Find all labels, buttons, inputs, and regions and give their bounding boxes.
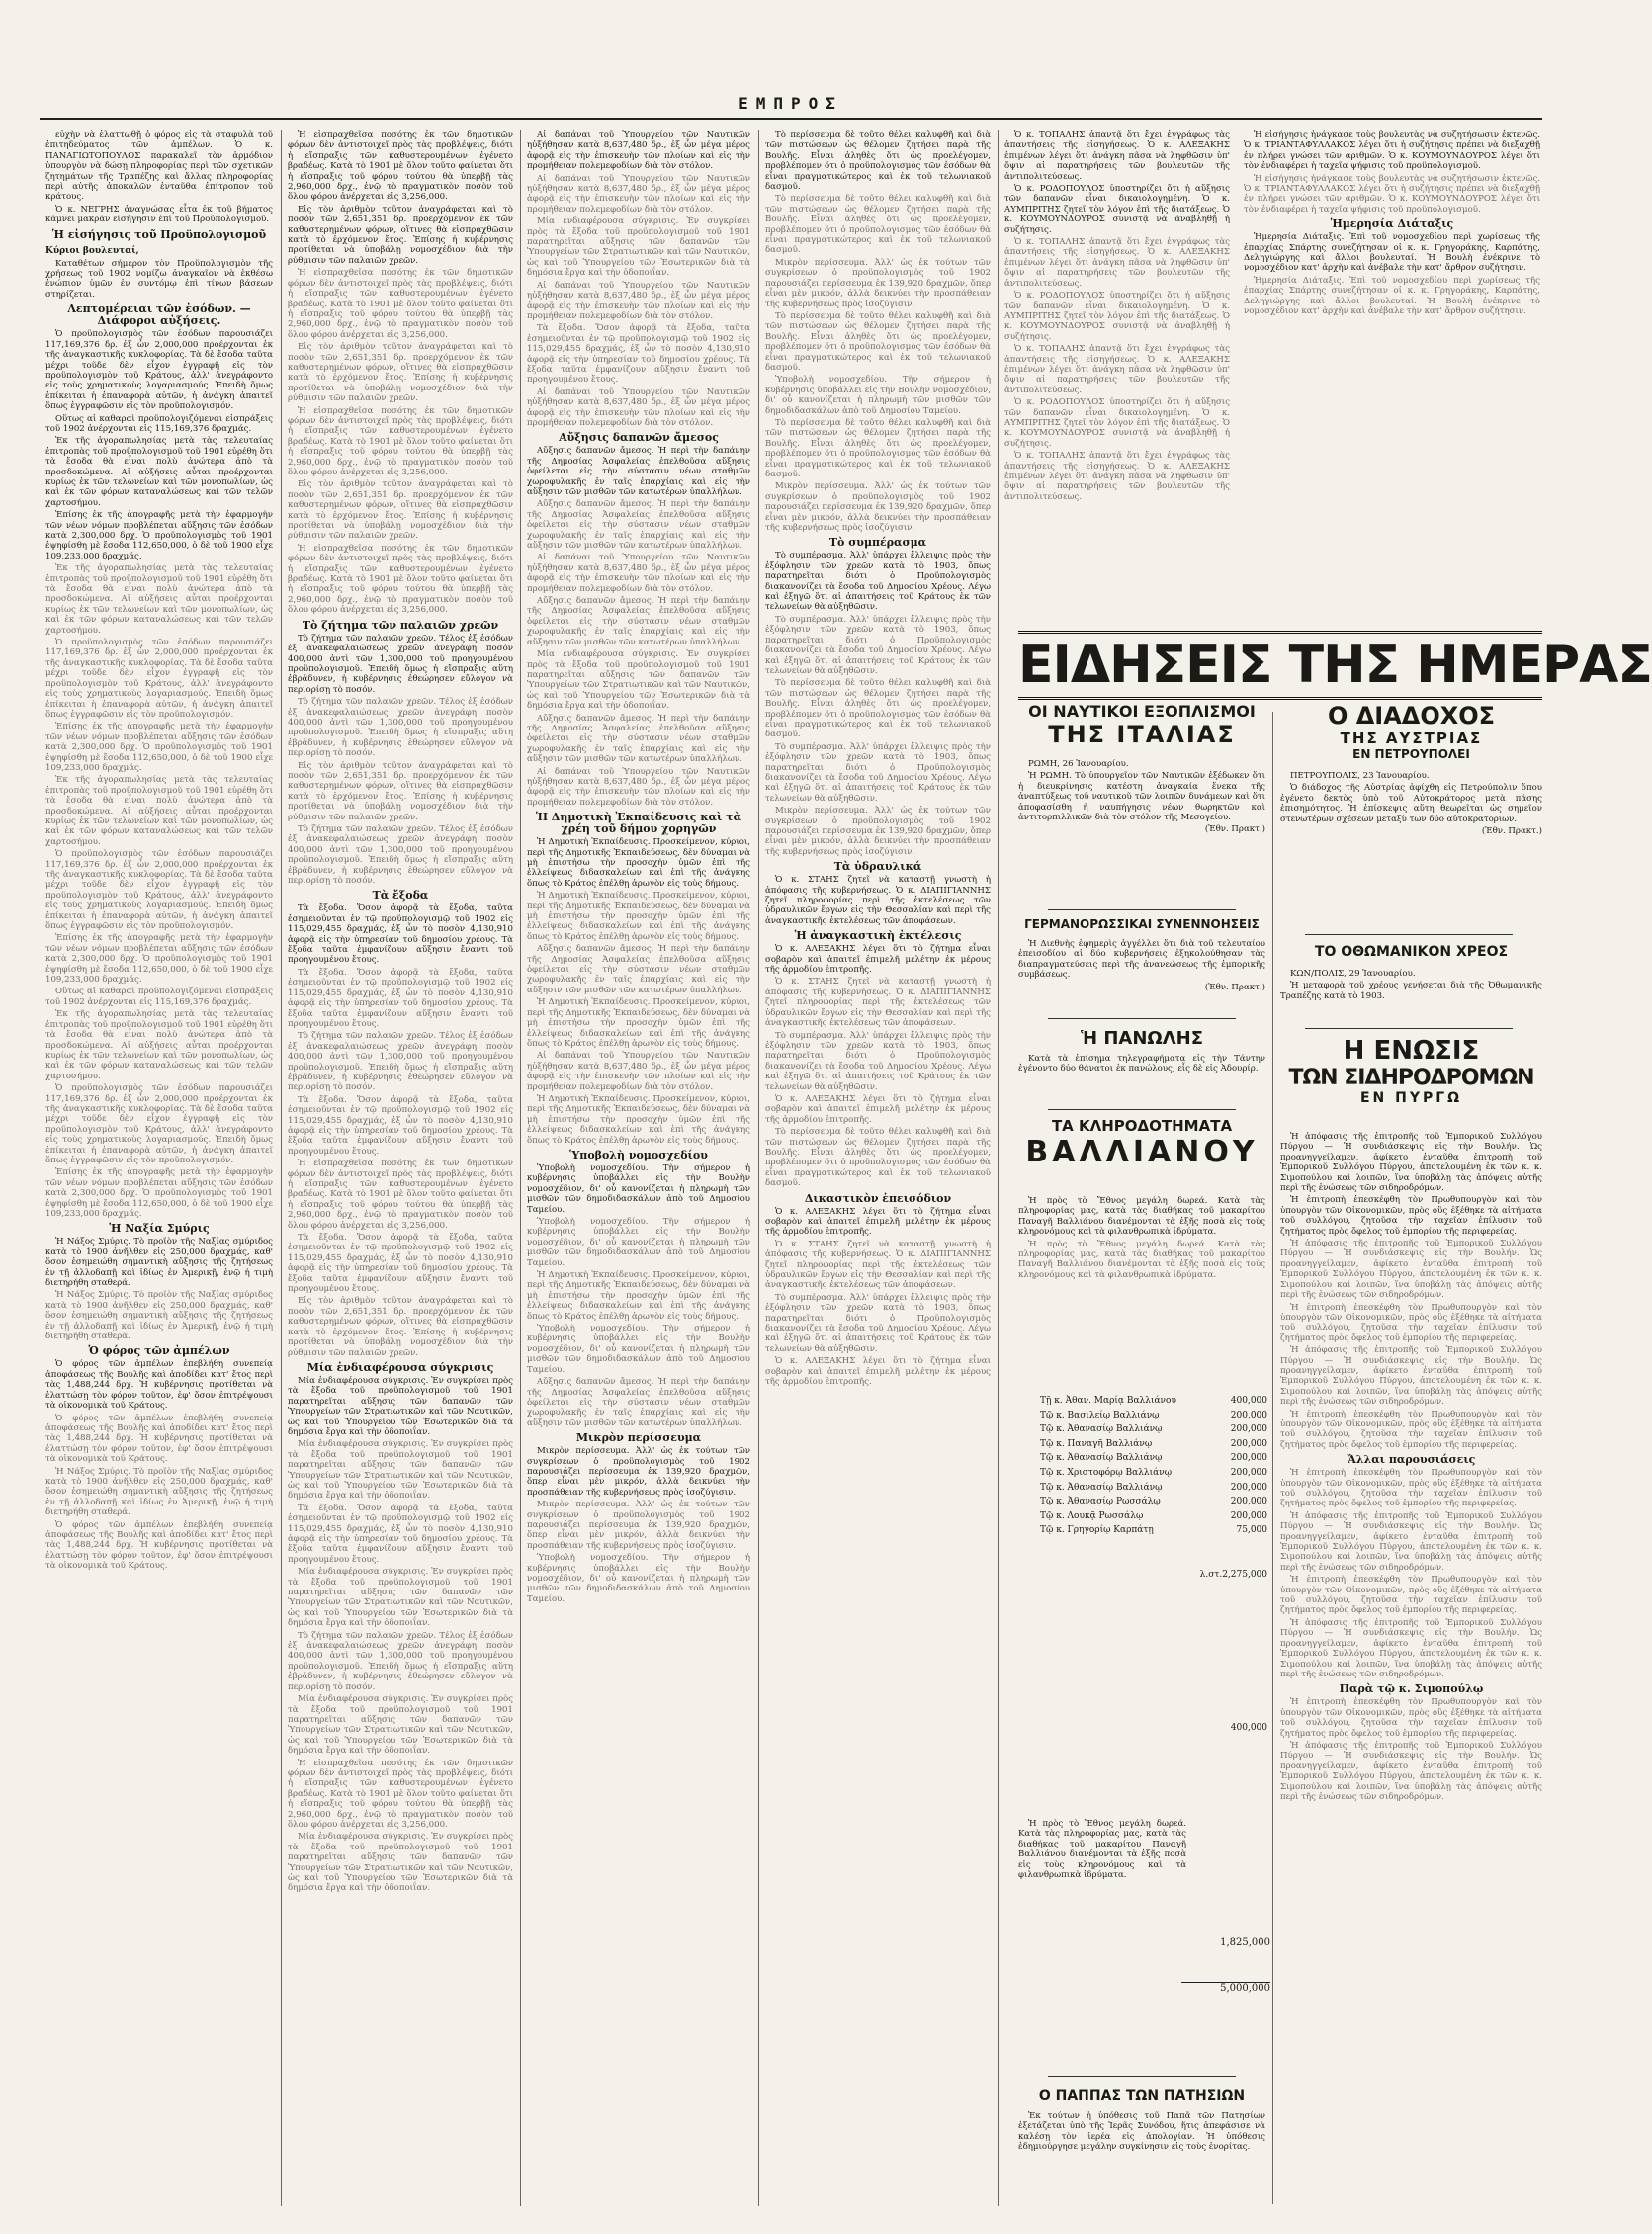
- divider: [1048, 2076, 1236, 2077]
- bequest-name: Τῷ κ. Ἀθανασίῳ Βαλλιάνῳ: [1040, 1453, 1163, 1464]
- bequest-row: [1040, 1523, 1267, 1538]
- story-body: [1280, 771, 1542, 929]
- paragraph: Ὁ κ. ΣΤΑΗΣ ζητεῖ νὰ καταστῇ γνωστὴ ἡ ἀπόφασις τῆς κυβερνήσεως. Ὁ κ. ΔΙΑΠΙΓΙΑΝΝΗΣ ζητεῖ πληροφορίας περὶ τῆς ἐκτελέσεως τῶν ὑδραυλικῶν ἔργων εἰς τὴν Θεσσαλίαν καὶ περὶ τῆς ἀναγκαστικῆς ἐκτελέσεως τῶν ἀποφάσεων.: [765, 1239, 991, 1291]
- paragraph: Μία ἐνδιαφέρουσα σύγκρισις. Ἐν συγκρίσει πρὸς τὰ ἔξοδα τοῦ προϋπολογισμοῦ τοῦ 1901 παρατηρεῖται αὔξησις τῶν δαπανῶν τῶν Ὑπουργείων τῶν Στρατιωτικῶν καὶ τῶν Ναυτικῶν, ὡς καὶ τοῦ Ὑπουργείου τῶν Ἐσωτερικῶν διὰ τὰ δημόσια ἔργα καὶ τὴν ὁδοποιΐαν.: [527, 649, 750, 712]
- story-heading: ΤΟ ΟΘΩΜΑΝΙΚΟΝ ΧΡΕΟΣ: [1314, 944, 1509, 960]
- paragraph: Τὸ ζήτημα τῶν παλαιῶν χρεῶν. Τέλος ἐξ ἐσόδων ἐξ ἀνακεφαλαιώσεως χρεῶν ἀνεγράφη ποσὸν 400,000 ἀντὶ τῶν 1,300,000 τοῦ προηγουμένου προϋπολογισμοῦ. Ἐπειδὴ ὅμως ἡ εἴσπραξις αὕτη ἐβράδυνεν, ἡ κυβέρνησις ἐθεώρησεν εὔλογον νὰ περιορίσῃ τὸ ποσόν.: [288, 1031, 513, 1093]
- paragraph: Ἡ Διεθνὴς ἐφημερὶς ἀγγέλλει ὅτι διὰ τοῦ τελευταίου ἐπεισοδίου αἱ δύο κυβερνήσεις ἐξηκολούθησαν τὰς διαπραγματεύσεις περὶ τῆς ἀνανεώσεως τῆς ἐμπορικῆς συμβάσεως.: [1018, 939, 1265, 981]
- bequest-name: Τῷ κ. Ἀθανασίῳ Βαλλιάνῳ: [1040, 1424, 1163, 1435]
- story-body: [1018, 1054, 1265, 1103]
- paragraph: Ὁ κ. ΤΟΠΑΛΗΣ ἀπαντᾷ ὅτι ἔχει ἐγγράφως τὰς ἀπαντήσεις τῆς εἰσηγήσεως. Ὁ κ. ΑΛΕΞΑΚΗΣ ἐπιμένων λέγει ὅτι ἀνάγκη πᾶσα νὰ ληφθῶσιν ὑπ' ὄψιν αἱ παρατηρήσεις τῶν βουλευτῶν τῆς ἀντιπολιτεύσεως.: [1004, 344, 1230, 395]
- bequest-row: [1040, 1394, 1267, 1409]
- paragraph: Ὑποβολὴ νομοσχεδίου. Τὴν σήμερον ἡ κυβέρνησις ὑποβάλλει εἰς τὴν Βουλὴν νομοσχέδιον, δι' οὗ κανονίζεται ἡ πληρωμὴ τῶν μισθῶν τῶν δημοδιδασκάλων ἀπὸ τοῦ Δημοσίου Ταμείου.: [527, 1217, 750, 1268]
- paragraph: Ὁ προϋπολογισμὸς τῶν ἐσόδων παρουσιάζει 117,169,376 δρ. ἐξ ὧν 2,000,000 προέρχονται ἐκ τῆς ἀναγκαστικῆς κυκλοφορίας. Τὰ δὲ ἔσοδα ταῦτα μέχρι τοῦδε δὲν εἶχον ἐγγραφῆ εἰς τὸν προϋπολογισμὸν τοῦ Κράτους, ἀλλ' ἀνεγράφοντο εἰς τοὺς χρηματικοὺς λογαριασμούς. Ἐπειδὴ ὅμως ἐπίκειται ἡ ἐπαναφορὰ αὐτῶν, ἡ ἀνάγκη ἀπαιτεῖ ὅπως ἐγγραφῶσιν εἰς τὸν προϋπολογισμόν.: [45, 849, 273, 932]
- column-2: [288, 130, 513, 2206]
- column-rule: [281, 130, 282, 2206]
- paragraph: Τὸ περίσσευμα δὲ τοῦτο θέλει καλυφθῆ καὶ διὰ τῶν πιστώσεων ὡς θέλομεν ζητήσει παρὰ τῆς Βουλῆς. Εἶναι ἀληθὲς ὅτι ὡς προελέγομεν, προβλέπομεν ὅτι ὁ προϋπολογισμὸς τῶν ἐσόδων θὰ εἶναι πραγματικώτερος καὶ ἐκ τοῦ τελωνιακοῦ δασμοῦ.: [765, 678, 991, 740]
- column-rule: [1272, 712, 1273, 2204]
- paragraph: εὐχὴν νὰ ἐλαττωθῇ ὁ φόρος εἰς τὰ σταφυλὰ τοῦ ἐπιτηδεύματος τῶν ἀμπέλων. Ὁ κ. ΠΑΝΑΓΙΩΤΟΠΟΥΛΟΣ παρακαλεῖ τὸν ἁρμόδιον ὑπουργὸν νὰ δώσῃ πληροφορίας περὶ τῶν σχετικῶν ζητημάτων τῆς Τραπέζης καὶ ἄλλας πληροφορίας περὶ αὐτῆς ἀποκαλῶν ἐνταῦθα ἐπίτροπον τοῦ κράτους.: [45, 130, 273, 203]
- bequest-amount: 200,000: [1230, 1510, 1267, 1521]
- bequest-amount: 200,000: [1230, 1467, 1267, 1478]
- bequest-row: [1040, 1495, 1267, 1509]
- bequest-name: Τῷ κ. Ἀθανασίῳ Βαλλιάνῳ: [1040, 1482, 1163, 1493]
- paragraph: Ὁ κ. ΤΟΠΑΛΗΣ ἀπαντᾷ ὅτι ἔχει ἐγγράφως τὰς ἀπαντήσεις τῆς εἰσηγήσεως. Ὁ κ. ΑΛΕΞΑΚΗΣ ἐπιμένων λέγει ὅτι ἀνάγκη πᾶσα νὰ ληφθῶσιν ὑπ' ὄψιν αἱ παρατηρήσεις τῶν βουλευτῶν τῆς ἀντιπολιτεύσεως.: [1004, 237, 1230, 289]
- paragraph: Μικρὸν περίσσευμα. Ἀλλ' ὡς ἐκ τούτων τῶν συγκρίσεων ὁ προϋπολογισμὸς τοῦ 1902 παρουσιάζει περίσσευμα ἐκ 139,920 δραχμῶν, ὅπερ εἶναι μὲν μικρόν, ἀλλὰ δεικνύει τὴν προσπάθειαν τῆς κυβερνήσεως πρὸς ἰσοζύγισιν.: [765, 481, 991, 534]
- paragraph: Ὁ κ. ΑΛΕΞΑΚΗΣ λέγει ὅτι τὸ ζήτημα εἶναι σοβαρὸν καὶ ἀπαιτεῖ ἐπιμελῆ μελέτην ἐκ μέρους τῆς ἁρμοδίου ἐπιτροπῆς.: [765, 944, 991, 976]
- section-heading: Ἡ Ναξία Σμύρις: [109, 1222, 210, 1236]
- paragraph: Ἡ πρὸς τὸ Ἔθνος μεγάλη δωρεά. Κατὰ τὰς πληροφορίας μας, κατὰ τὰς διαθήκας τοῦ μακαρίτου Παναγῆ Βαλλιάνου διανέμονται τὰ ἑξῆς ποσὰ εἰς τοὺς κληρονόμους καὶ τὰ φιλανθρωπικὰ ἱδρύματα.: [1018, 1239, 1265, 1280]
- paragraph: Τὰ ἔξοδα. Ὅσον ἀφορᾷ τὰ ἔξοδα, ταῦτα ἐσημειοῦνται ἐν τῷ προϋπολογισμῷ τοῦ 1902 εἰς 115,029,455 δραχμάς, ἐξ ὧν τὸ ποσὸν 4,130,910 ἀφορᾷ εἰς τὴν ὑπηρεσίαν τοῦ δημοσίου χρέους. Τὰ ἔξοδα ταῦτα ἐμφανίζουν αὔξησιν ἔναντι τοῦ προηγουμένου ἔτους.: [288, 1233, 513, 1295]
- column-6-top: [1244, 130, 1540, 625]
- paragraph: Ὑποβολὴ νομοσχεδίου. Τὴν σήμερον ἡ κυβέρνησις ὑποβάλλει εἰς τὴν Βουλὴν νομοσχέδιον, δι' οὗ κανονίζεται ἡ πληρωμὴ τῶν μισθῶν τῶν δημοδιδασκάλων ἀπὸ τοῦ Δημοσίου Ταμείου.: [527, 1162, 750, 1215]
- paragraph: Ἡ εἰσπραχθεῖσα ποσότης ἐκ τῶν δημοτικῶν φόρων δὲν ἀντιστοιχεῖ πρὸς τὰς προβλέψεις, διότι ἡ εἴσπραξις τῶν καθυστερουμένων ἐγένετο βραδέως. Κατὰ τὸ 1901 μὲ ὅλον τοῦτο φαίνεται ὅτι ἡ εἴσπραξις τοῦ φόρου τούτου θὰ ὑπερβῇ τὰς 2,960,000 δρχ., ἐνῷ τὸ πραγματικὸν ποσὸν τοῦ ὅλου φόρου ἀνέρχεται εἰς 3,256,000.: [288, 1159, 513, 1231]
- bequest-name: Τῷ κ. Παναγῆ Βαλλιάνῳ: [1040, 1438, 1153, 1449]
- paragraph: Τὸ ζήτημα τῶν παλαιῶν χρεῶν. Τέλος ἐξ ἐσόδων ἐξ ἀνακεφαλαιώσεως χρεῶν ἀνεγράφη ποσὸν 400,000 ἀντὶ τῶν 1,300,000 τοῦ προηγουμένου προϋπολογισμοῦ. Ἐπειδὴ ὅμως ἡ εἴσπραξις αὕτη ἐβράδυνεν, ἡ κυβέρνησις ἐθεώρησεν εὔλογον νὰ περιορίσῃ τὸ ποσόν.: [288, 824, 513, 887]
- paragraph: Αἱ δαπάναι τοῦ Ὑπουργείου τῶν Ναυτικῶν ηὐξήθησαν κατὰ 8,637,480 δρ., ἐξ ὧν μέγα μέρος ἀφορᾷ εἰς τὴν ἐπισκευὴν τῶν πλοίων καὶ εἰς τὴν προμήθειαν πολεμεφοδίων διὰ τὸν στόλον.: [527, 553, 750, 594]
- bequest-amount: 75,000: [1236, 1525, 1267, 1536]
- section-heading: Τὰ ὑδραυλικά: [833, 860, 922, 874]
- divider: [1048, 1109, 1236, 1110]
- paragraph: Ὁ κ. ΡΟΔΟΠΟΥΛΟΣ ὑποστηρίζει ὅτι ἡ αὔξησις τῶν δαπανῶν εἶναι δικαιολογημένη. Ὁ κ. ΑΥΜΠΡΙΤΗΣ ζητεῖ τὸν λόγον ἐπὶ τῆς διατάξεως. Ὁ κ. ΚΟΥΜΟΥΝΔΟΥΡΟΣ συνιστᾷ νὰ ἀναβληθῇ ἡ συζήτησις.: [1004, 397, 1230, 449]
- story-heading: [1018, 1117, 1265, 1169]
- column-rule: [998, 130, 999, 2206]
- paragraph: Αὔξησις δαπανῶν ἄμεσος. Ἡ περὶ τὴν δαπάνην τῆς Δημοσίας Ἀσφαλείας ἐπελθοῦσα αὔξησις ὀφείλεται εἰς τὴν σύστασιν νέων σταθμῶν χωροφυλακῆς ἐν ταῖς ἐπαρχίαις καὶ εἰς τὴν αὔξησιν τῶν μισθῶν τῶν κατωτέρων ὑπαλλήλων.: [527, 1377, 750, 1428]
- paragraph: Ἡ πρὸς τὸ Ἔθνος μεγάλη δωρεά. Κατὰ τὰς πληροφορίας μας, κατὰ τὰς διαθήκας τοῦ μακαρίτου Παναγῆ Βαλλιάνου διανέμονται τὰ ἑξῆς ποσὰ εἰς τοὺς κληρονόμους καὶ τὰ φιλανθρωπικὰ ἱδρύματα.: [1018, 1196, 1265, 1238]
- paragraph: Ὁ κ. ΑΛΕΞΑΚΗΣ λέγει ὅτι τὸ ζήτημα εἶναι σοβαρὸν καὶ ἀπαιτεῖ ἐπιμελῆ μελέτην ἐκ μέρους τῆς ἁρμοδίου ἐπιτροπῆς.: [765, 1093, 991, 1125]
- paragraph: Εἰς τὸν ἀριθμὸν τοῦτον ἀναγράφεται καὶ τὸ ποσὸν τῶν 2,651,351 δρ. προερχόμενον ἐκ τῶν καθυστερημένων φόρων, οἵτινες θὰ εἰσπραχθῶσιν κατὰ τὸ ἐρχόμενον ἔτος. Ἐπίσης ἡ κυβέρνησις προτίθεται νὰ ὑποβάλῃ νομοσχέδιον διὰ τὴν ρύθμισιν τῶν παλαιῶν χρεῶν.: [288, 479, 513, 542]
- bequest-name: Τῷ κ. Βασιλείῳ Βαλλιάνῳ: [1040, 1410, 1160, 1420]
- bequest-total: λ.στ.2,275,000: [1199, 1569, 1267, 1580]
- paragraph: Ὁ κ. ΡΟΔΟΠΟΥΛΟΣ ὑποστηρίζει ὅτι ἡ αὔξησις τῶν δαπανῶν εἶναι δικαιολογημένη. Ὁ κ. ΑΥΜΠΡΙΤΗΣ ζητεῖ τὸν λόγον ἐπὶ τῆς διατάξεως. Ὁ κ. ΚΟΥΜΟΥΝΔΟΥΡΟΣ συνιστᾷ νὰ ἀναβληθῇ ἡ συζήτησις.: [1004, 184, 1230, 235]
- story-body: [1018, 2111, 1265, 2204]
- paragraph: Ἡμερησία Διάταξις. Ἐπὶ τοῦ νομοσχεδίου περὶ χωρίσεως τῆς ἐπαρχίας Σπάρτης συνεζήτησαν οἱ κ. κ. Γρηγοράκης, Καρπάτης, Δεληγιώργης καὶ ἄλλοι βουλευταί. Ἡ Βουλὴ ἐνέκρινε τὸ νομοσχέδιον κατ' ἀρχὴν καὶ ἀνέβαλε τὴν κατ' ἄρθρον συζήτησιν.: [1244, 232, 1540, 274]
- dateline: ΚΩΝ/ΠΟΛΙΣ, 29 Ἰανουαρίου.: [1290, 969, 1416, 979]
- paragraph: Ὁ φόρος τῶν ἀμπέλων ἐπεβλήθη συνεπείᾳ ἀποφάσεως τῆς Βουλῆς καὶ ἀποδίδει κατ' ἔτος περὶ τὰς 1,488,244 δρχ. Ἡ κυβέρνησις προτίθεται νὰ ἐλαττώσῃ τὸν φόρον τοῦτον, ἐφ' ὅσον ἐπιτρέψουσι τὰ οἰκονομικὰ τοῦ Κράτους.: [45, 1519, 273, 1572]
- bequest-row: [1040, 1409, 1267, 1423]
- paragraph: Ὁ κ. ΣΤΑΗΣ ζητεῖ νὰ καταστῇ γνωστὴ ἡ ἀπόφασις τῆς κυβερνήσεως. Ὁ κ. ΔΙΑΠΙΓΙΑΝΝΗΣ ζητεῖ πληροφορίας περὶ τῆς ἐκτελέσεως τῶν ὑδραυλικῶν ἔργων εἰς τὴν Θεσσαλίαν καὶ περὶ τῆς ἀναγκαστικῆς ἐκτελέσεως τῶν ἀποφάσεων.: [765, 977, 991, 1029]
- paragraph: Ἡ ἐπιτροπὴ ἐπεσκέφθη τὸν Πρωθυπουργὸν καὶ τὸν ὑπουργὸν τῶν Οἰκονομικῶν, πρὸς οὓς ἐξέθηκε τὰ αἰτήματα τοῦ συλλόγου, ζητοῦσα τὴν ταχεῖαν ἐπίλυσιν τοῦ ζητήματος πρὸς ὄφελος τοῦ ἐμπορίου τῆς περιφερείας.: [1280, 1697, 1542, 1739]
- paragraph: Κατὰ τὰ ἐπίσημα τηλεγραφήματα εἰς τὴν Τάντην ἐγένοντο δύο θάνατοι ἐκ πανώλους, εἷς δὲ εἰς Ἀδουρίρ.: [1018, 1054, 1265, 1074]
- paragraph: Ἡ Νάξος Σμύρις. Τὸ προϊὸν τῆς Ναξίας σμύριδος κατὰ τὸ 1900 ἀνῆλθεν εἰς 250,000 δραχμάς, καθ' ὅσον ἐσημειώθη σημαντικὴ αὔξησις τῆς ζητήσεως ἐν τῇ ἀλλοδαπῇ καὶ ἰδίως ἐν Ἀμερικῇ, ἐνῷ ἡ τιμὴ διετηρήθη σταθερά.: [45, 1466, 273, 1518]
- paragraph: Μικρὸν περίσσευμα. Ἀλλ' ὡς ἐκ τούτων τῶν συγκρίσεων ὁ προϋπολογισμὸς τοῦ 1902 παρουσιάζει περίσσευμα ἐκ 139,920 δραχμῶν, ὅπερ εἶναι μὲν μικρόν, ἀλλὰ δεικνύει τὴν προσπάθειαν τῆς κυβερνήσεως πρὸς ἰσοζύγισιν.: [765, 257, 991, 309]
- paragraph: Αὔξησις δαπανῶν ἄμεσος. Ἡ περὶ τὴν δαπάνην τῆς Δημοσίας Ἀσφαλείας ἐπελθοῦσα αὔξησις ὀφείλεται εἰς τὴν σύστασιν νέων σταθμῶν χωροφυλακῆς ἐν ταῖς ἐπαρχίαις καὶ εἰς τὴν αὔξησιν τῶν μισθῶν τῶν κατωτέρων ὑπαλλήλων.: [527, 446, 750, 497]
- paragraph: Ὁ προϋπολογισμὸς τῶν ἐσόδων παρουσιάζει 117,169,376 δρ. ἐξ ὧν 2,000,000 προέρχονται ἐκ τῆς ἀναγκαστικῆς κυκλοφορίας. Τὰ δὲ ἔσοδα ταῦτα μέχρι τοῦδε δὲν εἶχον ἐγγραφῆ εἰς τὸν προϋπολογισμὸν τοῦ Κράτους, ἀλλ' ἀνεγράφοντο εἰς τοὺς χρηματικοὺς λογαριασμούς. Ἐπειδὴ ὅμως ἐπίκειται ἡ ἐπαναφορὰ αὐτῶν, ἡ ἀνάγκη ἀπαιτεῖ ὅπως ἐγγραφῶσιν εἰς τὸν προϋπολογισμόν.: [45, 1083, 273, 1165]
- paragraph: Τὸ συμπέρασμα. Ἀλλ' ὑπάρχει ἔλλειψις πρὸς τὴν ἐξόφλησιν τῶν χρεῶν κατὰ τὸ 1903, ὅπως παρατηρεῖται διότι ὁ Προϋπολογισμὸς διακανονίζει τὰ ἔσοδα τοῦ Δημοσίου Χρέους. Λέγω καὶ ἐξηγῶ ὅτι αἱ ἀπαιτήσεις τοῦ Κράτους ἐκ τῶν τελωνείων θὰ αὐξηθῶσιν.: [765, 1292, 991, 1354]
- story-body: [1018, 1196, 1265, 1389]
- paragraph: Ἡ ἀπόφασις τῆς ἐπιτροπῆς τοῦ Ἐμπορικοῦ Συλλόγου Πύργου — Ἡ συνδιάσκεψις εἰς τὴν Βουλήν. Ὡς προανηγγείλαμεν, ἀφίκετο ἐνταῦθα ἐπιτροπὴ τοῦ Ἐμπορικοῦ Συλλόγου Πύργου, ἀποτελουμένη ἐκ τῶν κ. κ. Σιμοπούλου καὶ λοιπῶν, ἵνα ὑποβάλῃ τὰς ἀπόψεις αὐτῆς περὶ τῆς ἑνώσεως τῶν σιδηροδρόμων.: [1280, 1740, 1542, 1802]
- bequest-name: Τῇ κ. Ἀθαν. Μαρίᾳ Βαλλιάνου: [1040, 1396, 1176, 1406]
- paragraph: Ἡ ἐπιτροπὴ ἐπεσκέφθη τὸν Πρωθυπουργὸν καὶ τὸν ὑπουργὸν τῶν Οἰκονομικῶν, πρὸς οὓς ἐξέθηκε τὰ αἰτήματα τοῦ συλλόγου, ζητοῦσα τὴν ταχεῖαν ἐπίλυσιν τοῦ ζητήματος πρὸς ὄφελος τοῦ ἐμπορίου τῆς περιφερείας.: [1280, 1409, 1542, 1450]
- paragraph: Ἡ Δημοτικὴ Ἐκπαίδευσις. Προσκείμενον, κύριοι, περὶ τῆς Δημοτικῆς Ἐκπαιδεύσεως, δὲν δύναμαι νὰ μὴ ἐπιστήσω τὴν προσοχὴν ὑμῶν ἐπὶ τῆς ἐλλείψεως διδασκαλείων καὶ ἐπὶ τῆς ἀνάγκης ὅπως τὸ Κράτος ἐπέλθῃ ἀρωγὸν εἰς τοὺς δήμους.: [527, 891, 750, 942]
- dateline: ΠΕΤΡΟΥΠΟΛΙΣ, 23 Ἰανουαρίου.: [1290, 771, 1430, 781]
- section-heading: Τὰ ἔξοδα: [372, 889, 429, 902]
- paragraph: Ἡ Νάξος Σμύρις. Τὸ προϊὸν τῆς Ναξίας σμύριδος κατὰ τὸ 1900 ἀνῆλθεν εἰς 250,000 δραχμάς, καθ' ὅσον ἐσημειώθη σημαντικὴ αὔξησις τῆς ζητήσεως ἐν τῇ ἀλλοδαπῇ καὶ ἰδίως ἐν Ἀμερικῇ, ἐνῷ ἡ τιμὴ διετηρήθη σταθερά.: [45, 1237, 273, 1289]
- divider: [1048, 909, 1236, 910]
- paragraph: Ἡ εἰσπραχθεῖσα ποσότης ἐκ τῶν δημοτικῶν φόρων δὲν ἀντιστοιχεῖ πρὸς τὰς προβλέψεις, διότι ἡ εἴσπραξις τῶν καθυστερουμένων ἐγένετο βραδέως. Κατὰ τὸ 1901 μὲ ὅλον τοῦτο φαίνεται ὅτι ἡ εἴσπραξις τοῦ φόρου τούτου θὰ ὑπερβῇ τὰς 2,960,000 δρχ., ἐνῷ τὸ πραγματικὸν ποσὸν τοῦ ὅλου φόρου ἀνέρχεται εἰς 3,256,000.: [288, 268, 513, 340]
- bequest-total: 400,000: [1230, 1722, 1267, 1733]
- paragraph: Ὁ κ. ΑΛΕΞΑΚΗΣ λέγει ὅτι τὸ ζήτημα εἶναι σοβαρὸν καὶ ἀπαιτεῖ ἐπιμελῆ μελέτην ἐκ μέρους τῆς ἁρμοδίου ἐπιτροπῆς.: [765, 1356, 991, 1388]
- paragraph: Καταθέτων σήμερον τὸν Προϋπολογισμὸν τῆς χρήσεως τοῦ 1902 νομίζω ἀναγκαῖον νὰ ἐκθέσω ἐνώπιον ὑμῶν ἐν συντόμῳ ἐπὶ τίνων βάσεων στηρίζεται.: [45, 258, 273, 300]
- masthead: ΕΜΠΡΟΣ: [739, 94, 843, 113]
- paragraph: Τὸ περίσσευμα δὲ τοῦτο θέλει καλυφθῆ καὶ διὰ τῶν πιστώσεων ὡς θέλομεν ζητήσει παρὰ τῆς Βουλῆς. Εἶναι ἀληθὲς ὅτι ὡς προελέγομεν, προβλέπομεν ὅτι ὁ προϋπολογισμὸς τῶν ἐσόδων θὰ εἶναι πραγματικώτερος καὶ ἐκ τοῦ τελωνιακοῦ δασμοῦ.: [765, 417, 991, 479]
- paragraph: Ἡ εἰσήγησις ἠνάγκασε τοὺς βουλευτὰς νὰ συζητήσωσιν ἐκτενῶς. Ὁ κ. ΤΡΙΑΝΤΑΦΥΛΛΑΚΟΣ λέγει ὅτι ἡ συζήτησις πρέπει νὰ διεξαχθῇ ἐν πλήρει γνώσει τῶν ἀριθμῶν. Ὁ κ. ΚΟΥΜΟΥΝΔΟΥΡΟΣ λέγει ὅτι τὸν ἐνδιαφέρει ἡ ταχεῖα ψήφισις τοῦ προϋπολογισμοῦ.: [1244, 130, 1540, 172]
- paragraph: Ἐκ τῆς ἀγοραπωλησίας μετὰ τὰς τελευταίας ἐπιτροπὰς τοῦ προϋπολογισμοῦ τοῦ 1901 εὑρέθη ὅτι τὰ ἔσοδα θὰ εἶναι πολὺ ἀνώτερα ἀπὸ τὰ προσδοκώμενα. Αἱ αὐξήσεις αὗται προέρχονται κυρίως ἐκ τῶν τελωνείων καὶ τῶν μονοπωλίων, ὡς καὶ ἐκ τῶν φόρων καταναλώσεως καὶ τῶν τελῶν χαρτοσήμου.: [45, 775, 273, 847]
- section-heading: Μία ἐνδιαφέρουσα σύγκρισις: [306, 1360, 494, 1374]
- paragraph: Τὸ συμπέρασμα. Ἀλλ' ὑπάρχει ἔλλειψις πρὸς τὴν ἐξόφλησιν τῶν χρεῶν κατὰ τὸ 1903, ὅπως παρατηρεῖται διότι ὁ Προϋπολογισμὸς διακανονίζει τὰ ἔσοδα τοῦ Δημοσίου Χρέους. Λέγω καὶ ἐξηγῶ ὅτι αἱ ἀπαιτήσεις τοῦ Κράτους ἐκ τῶν τελωνείων θὰ αὐξηθῶσιν.: [765, 1030, 991, 1092]
- paragraph: Αὔξησις δαπανῶν ἄμεσος. Ἡ περὶ τὴν δαπάνην τῆς Δημοσίας Ἀσφαλείας ἐπελθοῦσα αὔξησις ὀφείλεται εἰς τὴν σύστασιν νέων σταθμῶν χωροφυλακῆς ἐν ταῖς ἐπαρχίαις καὶ εἰς τὴν αὔξησιν τῶν μισθῶν τῶν κατωτέρων ὑπαλλήλων.: [527, 499, 750, 552]
- paragraph: Μία ἐνδιαφέρουσα σύγκρισις. Ἐν συγκρίσει πρὸς τὰ ἔξοδα τοῦ προϋπολογισμοῦ τοῦ 1901 παρατηρεῖται αὔξησις τῶν δαπανῶν τῶν Ὑπουργείων τῶν Στρατιωτικῶν καὶ τῶν Ναυτικῶν, ὡς καὶ τοῦ Ὑπουργείου τῶν Ἐσωτερικῶν διὰ τὰ δημόσια ἔργα καὶ τὴν ὁδοποιΐαν.: [288, 1694, 513, 1757]
- paragraph: Αἱ δαπάναι τοῦ Ὑπουργείου τῶν Ναυτικῶν ηὐξήθησαν κατὰ 8,637,480 δρ., ἐξ ὧν μέγα μέρος ἀφορᾷ εἰς τὴν ἐπισκευὴν τῶν πλοίων καὶ εἰς τὴν προμήθειαν πολεμεφοδίων διὰ τὸν στόλον.: [527, 1051, 750, 1092]
- section-heading: Ἄλλαι παρουσιάσεις: [1347, 1453, 1476, 1467]
- paragraph: Τὸ περίσσευμα δὲ τοῦτο θέλει καλυφθῆ καὶ διὰ τῶν πιστώσεων ὡς θέλομεν ζητήσει παρὰ τῆς Βουλῆς. Εἶναι ἀληθὲς ὅτι ὡς προελέγομεν, προβλέπομεν ὅτι ὁ προϋπολογισμὸς τῶν ἐσόδων θὰ εἶναι πραγματικώτερος καὶ ἐκ τοῦ τελωνιακοῦ δασμοῦ.: [765, 1127, 991, 1189]
- section-heading: Λεπτομέρειαι τῶν ἐσόδων. — Διάφοροι αὐξήσεις.: [67, 302, 251, 328]
- divider: [1305, 934, 1513, 935]
- paragraph: Ἐκ τῆς ἀγοραπωλησίας μετὰ τὰς τελευταίας ἐπιτροπὰς τοῦ προϋπολογισμοῦ τοῦ 1901 εὑρέθη ὅτι τὰ ἔσοδα θὰ εἶναι πολὺ ἀνώτερα ἀπὸ τὰ προσδοκώμενα. Αἱ αὐξήσεις αὗται προέρχονται κυρίως ἐκ τῶν τελωνείων καὶ τῶν μονοπωλίων, ὡς καὶ ἐκ τῶν φόρων καταναλώσεως καὶ τῶν τελῶν χαρτοσήμου.: [45, 563, 273, 636]
- column-1: [45, 130, 273, 2206]
- divider: [1305, 1028, 1513, 1029]
- paragraph: Ἐπίσης ἐκ τῆς ἀπογραφῆς μετὰ τὴν ἐφαρμογὴν τῶν νέων νόμων προβλέπεται αὔξησις τῶν ἐσόδων κατὰ 2,300,000 δρχ. Ὁ προϋπολογισμὸς τοῦ 1901 ἐψηφίσθη μὲ ἔσοδα 112,650,000, ὁ δὲ τοῦ 1900 εἶχε 109,233,000 δραχμάς.: [45, 933, 273, 986]
- news-of-day-banner: ΕΙΔΗΣΕΙΣ ΤΗΣ ΗΜΕΡΑΣ: [1018, 631, 1542, 700]
- paragraph: Ἡ εἰσπραχθεῖσα ποσότης ἐκ τῶν δημοτικῶν φόρων δὲν ἀντιστοιχεῖ πρὸς τὰς προβλέψεις, διότι ἡ εἴσπραξις τῶν καθυστερουμένων ἐγένετο βραδέως. Κατὰ τὸ 1901 μὲ ὅλον τοῦτο φαίνεται ὅτι ἡ εἴσπραξις τοῦ φόρου τούτου θὰ ὑπερβῇ τὰς 2,960,000 δρχ., ἐνῷ τὸ πραγματικὸν ποσὸν τοῦ ὅλου φόρου ἀνέρχεται εἰς 3,256,000.: [288, 130, 513, 203]
- story-body: [1018, 939, 1265, 1018]
- section-heading: Τὸ ζήτημα τῶν παλαιῶν χρεῶν: [302, 618, 499, 632]
- paragraph: Εἰς τὸν ἀριθμὸν τοῦτον ἀναγράφεται καὶ τὸ ποσὸν τῶν 2,651,351 δρ. προερχόμενον ἐκ τῶν καθυστερημένων φόρων, οἵτινες θὰ εἰσπραχθῶσιν κατὰ τὸ ἐρχόμενον ἔτος. Ἐπίσης ἡ κυβέρνησις προτίθεται νὰ ὑποβάλῃ νομοσχέδιον διὰ τὴν ρύθμισιν τῶν παλαιῶν χρεῶν.: [288, 1296, 513, 1358]
- paragraph: Ἡ Νάξος Σμύρις. Τὸ προϊὸν τῆς Ναξίας σμύριδος κατὰ τὸ 1900 ἀνῆλθεν εἰς 250,000 δραχμάς, καθ' ὅσον ἐσημειώθη σημαντικὴ αὔξησις τῆς ζητήσεως ἐν τῇ ἀλλοδαπῇ καὶ ἰδίως ἐν Ἀμερικῇ, ἐνῷ ἡ τιμὴ διετηρήθη σταθερά.: [45, 1290, 273, 1342]
- paragraph: Τὰ ἔξοδα. Ὅσον ἀφορᾷ τὰ ἔξοδα, ταῦτα ἐσημειοῦνται ἐν τῷ προϋπολογισμῷ τοῦ 1902 εἰς 115,029,455 δραχμάς, ἐξ ὧν τὸ ποσὸν 4,130,910 ἀφορᾷ εἰς τὴν ὑπηρεσίαν τοῦ δημοσίου χρέους. Τὰ ἔξοδα ταῦτα ἐμφανίζουν αὔξησιν ἔναντι τοῦ προηγουμένου ἔτους.: [288, 1503, 513, 1565]
- heading-line: Ο ΔΙΑΔΟΧΟΣ: [1327, 702, 1496, 730]
- dateline: ΡΩΜΗ, 26 Ἰανουαρίου.: [1028, 759, 1129, 769]
- section-heading: Ὑποβολὴ νομοσχεδίου: [569, 1148, 708, 1161]
- paragraph: Ἡ ἐπιτροπὴ ἐπεσκέφθη τὸν Πρωθυπουργὸν καὶ τὸν ὑπουργὸν τῶν Οἰκονομικῶν, πρὸς οὓς ἐξέθηκε τὰ αἰτήματα τοῦ συλλόγου, ζητοῦσα τὴν ταχεῖαν ἐπίλυσιν τοῦ ζητήματος πρὸς ὄφελος τοῦ ἐμπορίου τῆς περιφερείας.: [1280, 1195, 1542, 1237]
- bequest-row: [1040, 1466, 1267, 1481]
- paragraph: Ἡ εἰσπραχθεῖσα ποσότης ἐκ τῶν δημοτικῶν φόρων δὲν ἀντιστοιχεῖ πρὸς τὰς προβλέψεις, διότι ἡ εἴσπραξις τῶν καθυστερουμένων ἐγένετο βραδέως. Κατὰ τὸ 1901 μὲ ὅλον τοῦτο φαίνεται ὅτι ἡ εἴσπραξις τοῦ φόρου τούτου θὰ ὑπερβῇ τὰς 2,960,000 δρχ., ἐνῷ τὸ πραγματικὸν ποσὸν τοῦ ὅλου φόρου ἀνέρχεται εἰς 3,256,000.: [288, 405, 513, 477]
- paragraph: Μικρὸν περίσσευμα. Ἀλλ' ὡς ἐκ τούτων τῶν συγκρίσεων ὁ προϋπολογισμὸς τοῦ 1902 παρουσιάζει περίσσευμα ἐκ 139,920 δραχμῶν, ὅπερ εἶναι μὲν μικρόν, ἀλλὰ δεικνύει τὴν προσπάθειαν τῆς κυβερνήσεως πρὸς ἰσοζύγισιν.: [527, 1446, 750, 1498]
- paragraph: Τὸ συμπέρασμα. Ἀλλ' ὑπάρχει ἔλλειψις πρὸς τὴν ἐξόφλησιν τῶν χρεῶν κατὰ τὸ 1903, ὅπως παρατηρεῖται διότι ὁ Προϋπολογισμὸς διακανονίζει τὰ ἔσοδα τοῦ Δημοσίου Χρέους. Λέγω καὶ ἐξηγῶ ὅτι αἱ ἀπαιτήσεις τοῦ Κράτους ἐκ τῶν τελωνείων θὰ αὐξηθῶσιν.: [765, 551, 991, 613]
- story-heading: [1280, 702, 1542, 761]
- total-amount: 5,000,000: [1181, 1982, 1270, 1994]
- section-heading: Παρὰ τῷ κ. Σιμοπούλῳ: [1339, 1682, 1484, 1696]
- paragraph: Ἐπίσης ἐκ τῆς ἀπογραφῆς μετὰ τὴν ἐφαρμογὴν τῶν νέων νόμων προβλέπεται αὔξησις τῶν ἐσόδων κατὰ 2,300,000 δρχ. Ὁ προϋπολογισμὸς τοῦ 1901 ἐψηφίσθη μὲ ἔσοδα 112,650,000, ὁ δὲ τοῦ 1900 εἶχε 109,233,000 δραχμάς.: [45, 510, 273, 561]
- heading-line: Η ΕΝΩΣΙΣ: [1343, 1036, 1480, 1066]
- section-heading: Μικρὸν περίσσευμα: [575, 1431, 702, 1445]
- paragraph: Οὕτως αἱ καθαραὶ προϋπολογιζόμεναι εἰσπράξεις τοῦ 1902 ἀνέρχονται εἰς 115,169,376 δραχμάς.: [45, 413, 273, 434]
- bequest-total-row: [1040, 1568, 1267, 1583]
- bequest-amount: 200,000: [1230, 1497, 1267, 1507]
- bequest-table: [1040, 1394, 1267, 1735]
- paragraph: Μία ἐνδιαφέρουσα σύγκρισις. Ἐν συγκρίσει πρὸς τὰ ἔξοδα τοῦ προϋπολογισμοῦ τοῦ 1901 παρατηρεῖται αὔξησις τῶν δαπανῶν τῶν Ὑπουργείων τῶν Στρατιωτικῶν καὶ τῶν Ναυτικῶν, ὡς καὶ τοῦ Ὑπουργείου τῶν Ἐσωτερικῶν διὰ τὰ δημόσια ἔργα καὶ τὴν ὁδοποιΐαν.: [288, 1567, 513, 1629]
- source-credit: (Ἐθν. Πρακτ.): [1204, 982, 1265, 992]
- paragraph: Αὔξησις δαπανῶν ἄμεσος. Ἡ περὶ τὴν δαπάνην τῆς Δημοσίας Ἀσφαλείας ἐπελθοῦσα αὔξησις ὀφείλεται εἰς τὴν σύστασιν νέων σταθμῶν χωροφυλακῆς ἐν ταῖς ἐπαρχίαις καὶ εἰς τὴν αὔξησιν τῶν μισθῶν τῶν κατωτέρων ὑπαλλήλων.: [527, 596, 750, 647]
- story-body: [1280, 1132, 1542, 2204]
- paragraph: Εἰς τὸν ἀριθμὸν τοῦτον ἀναγράφεται καὶ τὸ ποσὸν τῶν 2,651,351 δρ. προερχόμενον ἐκ τῶν καθυστερημένων φόρων, οἵτινες θὰ εἰσπραχθῶσιν κατὰ τὸ ἐρχόμενον ἔτος. Ἐπίσης ἡ κυβέρνησις προτίθεται νὰ ὑποβάλῃ νομοσχέδιον διὰ τὴν ρύθμισιν τῶν παλαιῶν χρεῶν.: [288, 342, 513, 404]
- paragraph: Ἡ Δημοτικὴ Ἐκπαίδευσις. Προσκείμενον, κύριοι, περὶ τῆς Δημοτικῆς Ἐκπαιδεύσεως, δὲν δύναμαι νὰ μὴ ἐπιστήσω τὴν προσοχὴν ὑμῶν ἐπὶ τῆς ἐλλείψεως διδασκαλείων καὶ ἐπὶ τῆς ἀνάγκης ὅπως τὸ Κράτος ἐπέλθῃ ἀρωγὸν εἰς τοὺς δήμους.: [527, 997, 750, 1049]
- paragraph: Ἡμερησία Διάταξις. Ἐπὶ τοῦ νομοσχεδίου περὶ χωρίσεως τῆς ἐπαρχίας Σπάρτης συνεζήτησαν οἱ κ. κ. Γρηγοράκης, Καρπάτης, Δεληγιώργης καὶ ἄλλοι βουλευταί. Ἡ Βουλὴ ἐνέκρινε τὸ νομοσχέδιον κατ' ἀρχὴν καὶ ἀνέβαλε τὴν κατ' ἄρθρον συζήτησιν.: [1244, 275, 1540, 317]
- paragraph: Ὁ κ. ΤΟΠΑΛΗΣ ἀπαντᾷ ὅτι ἔχει ἐγγράφως τὰς ἀπαντήσεις τῆς εἰσηγήσεως. Ὁ κ. ΑΛΕΞΑΚΗΣ ἐπιμένων λέγει ὅτι ἀνάγκη πᾶσα νὰ ληφθῶσιν ὑπ' ὄψιν αἱ παρατηρήσεις τῶν βουλευτῶν τῆς ἀντιπολιτεύσεως.: [1004, 451, 1230, 502]
- paragraph: Οὕτως αἱ καθαραὶ προϋπολογιζόμεναι εἰσπράξεις τοῦ 1902 ἀνέρχονται εἰς 115,169,376 δραχμάς.: [45, 987, 273, 1007]
- paragraph: Ὑποβολὴ νομοσχεδίου. Τὴν σήμερον ἡ κυβέρνησις ὑποβάλλει εἰς τὴν Βουλὴν νομοσχέδιον, δι' οὗ κανονίζεται ἡ πληρωμὴ τῶν μισθῶν τῶν δημοδιδασκάλων ἀπὸ τοῦ Δημοσίου Ταμείου.: [765, 375, 991, 416]
- heading-line: ΤΑ ΚΛΗΡΟΔΟΤΗΜΑΤΑ: [1051, 1117, 1233, 1135]
- story-body: [1018, 759, 1265, 907]
- heading-line: ΕΝ ΠΕΤΡΟΥΠΟΛΕΙ: [1352, 747, 1470, 761]
- paragraph: Ὁ φόρος τῶν ἀμπέλων ἐπεβλήθη συνεπείᾳ ἀποφάσεως τῆς Βουλῆς καὶ ἀποδίδει κατ' ἔτος περὶ τὰς 1,488,244 δρχ. Ἡ κυβέρνησις προτίθεται νὰ ἐλαττώσῃ τὸν φόρον τοῦτον, ἐφ' ὅσον ἐπιτρέψουσι τὰ οἰκονομικὰ τοῦ Κράτους.: [45, 1359, 273, 1412]
- paragraph: Ἡ εἰσπραχθεῖσα ποσότης ἐκ τῶν δημοτικῶν φόρων δὲν ἀντιστοιχεῖ πρὸς τὰς προβλέψεις, διότι ἡ εἴσπραξις τῶν καθυστερουμένων ἐγένετο βραδέως. Κατὰ τὸ 1901 μὲ ὅλον τοῦτο φαίνεται ὅτι ἡ εἴσπραξις τοῦ φόρου τούτου θὰ ὑπερβῇ τὰς 2,960,000 δρχ., ἐνῷ τὸ πραγματικὸν ποσὸν τοῦ ὅλου φόρου ἀνέρχεται εἰς 3,256,000.: [288, 543, 513, 616]
- story-body: [1280, 969, 1542, 1028]
- paragraph: Τὰ ἔξοδα. Ὅσον ἀφορᾷ τὰ ἔξοδα, ταῦτα ἐσημειοῦνται ἐν τῷ προϋπολογισμῷ τοῦ 1902 εἰς 115,029,455 δραχμάς, ἐξ ὧν τὸ ποσὸν 4,130,910 ἀφορᾷ εἰς τὴν ὑπηρεσίαν τοῦ δημοσίου χρέους. Τὰ ἔξοδα ταῦτα ἐμφανίζουν αὔξησιν ἔναντι τοῦ προηγουμένου ἔτους.: [288, 903, 513, 966]
- paragraph: Τὸ συμπέρασμα. Ἀλλ' ὑπάρχει ἔλλειψις πρὸς τὴν ἐξόφλησιν τῶν χρεῶν κατὰ τὸ 1903, ὅπως παρατηρεῖται διότι ὁ Προϋπολογισμὸς διακανονίζει τὰ ἔσοδα τοῦ Δημοσίου Χρέους. Λέγω καὶ ἐξηγῶ ὅτι αἱ ἀπαιτήσεις τοῦ Κράτους ἐκ τῶν τελωνείων θὰ αὐξηθῶσιν.: [765, 614, 991, 676]
- section-heading: Ἡμερησία Διάταξις: [1330, 217, 1454, 231]
- paragraph: Ἡ πρὸς τὸ Ἔθνος μεγάλη δωρεά. Κατὰ τὰς πληροφορίας μας, κατὰ τὰς διαθήκας τοῦ μακαρίτου Παναγῆ Βαλλιάνου διανέμονται τὰ ἑξῆς ποσὰ εἰς τοὺς κληρονόμους καὶ τὰ φιλανθρωπικὰ ἱδρύματα.: [1018, 1819, 1186, 1881]
- story-heading: Ο ΠΑΠΠΑΣ ΤΩΝ ΠΑΤΗΣΙΩΝ: [1038, 2088, 1246, 2104]
- bequest-amount: 200,000: [1230, 1410, 1267, 1420]
- story-heading: ΓΕΡΜΑΝΟΡΩΣΣΙΚΑΙ ΣΥΝΕΝΝΟΗΣΕΙΣ: [1024, 917, 1260, 931]
- bequest-row: [1040, 1451, 1267, 1466]
- heading-line: ΤΗΣ ΙΤΑΛΙΑΣ: [1048, 721, 1236, 748]
- paragraph: Ὑποβολὴ νομοσχεδίου. Τὴν σήμερον ἡ κυβέρνησις ὑποβάλλει εἰς τὴν Βουλὴν νομοσχέδιον, δι' οὗ κανονίζεται ἡ πληρωμὴ τῶν μισθῶν τῶν δημοδιδασκάλων ἀπὸ τοῦ Δημοσίου Ταμείου.: [527, 1553, 750, 1604]
- paragraph: Τὸ περίσσευμα δὲ τοῦτο θέλει καλυφθῆ καὶ διὰ τῶν πιστώσεων ὡς θέλομεν ζητήσει παρὰ τῆς Βουλῆς. Εἶναι ἀληθὲς ὅτι ὡς προελέγομεν, προβλέπομεν ὅτι ὁ προϋπολογισμὸς τῶν ἐσόδων θὰ εἶναι πραγματικώτερος καὶ ἐκ τοῦ τελωνιακοῦ δασμοῦ.: [765, 194, 991, 256]
- paragraph: Μία ἐνδιαφέρουσα σύγκρισις. Ἐν συγκρίσει πρὸς τὰ ἔξοδα τοῦ προϋπολογισμοῦ τοῦ 1901 παρατηρεῖται αὔξησις τῶν δαπανῶν τῶν Ὑπουργείων τῶν Στρατιωτικῶν καὶ τῶν Ναυτικῶν, ὡς καὶ τοῦ Ὑπουργείου τῶν Ἐσωτερικῶν διὰ τὰ δημόσια ἔργα καὶ τὴν ὁδοποιΐαν.: [288, 1832, 513, 1894]
- bequest-name: Τῷ κ. Ἀθανασίῳ Ρωσσάλῳ: [1040, 1497, 1161, 1507]
- paragraph: Μία ἐνδιαφέρουσα σύγκρισις. Ἐν συγκρίσει πρὸς τὰ ἔξοδα τοῦ προϋπολογισμοῦ τοῦ 1901 παρατηρεῖται αὔξησις τῶν δαπανῶν τῶν Ὑπουργείων τῶν Στρατιωτικῶν καὶ τῶν Ναυτικῶν, ὡς καὶ τοῦ Ὑπουργείου τῶν Ἐσωτερικῶν διὰ τὰ δημόσια ἔργα καὶ τὴν ὁδοποιΐαν.: [527, 216, 750, 279]
- paragraph: Αὔξησις δαπανῶν ἄμεσος. Ἡ περὶ τὴν δαπάνην τῆς Δημοσίας Ἀσφαλείας ἐπελθοῦσα αὔξησις ὀφείλεται εἰς τὴν σύστασιν νέων σταθμῶν χωροφυλακῆς ἐν ταῖς ἐπαρχίαις καὶ εἰς τὴν αὔξησιν τῶν μισθῶν τῶν κατωτέρων ὑπαλλήλων.: [527, 944, 750, 995]
- bequest-total-row: [1040, 1721, 1267, 1736]
- heading-line: ΤΩΝ ΣΙΔΗΡΟΔΡΟΜΩΝ: [1288, 1066, 1534, 1090]
- section-heading: Αὔξησις δαπανῶν ἄμεσος: [559, 431, 719, 445]
- paragraph: Ἡ ἐπιτροπὴ ἐπεσκέφθη τὸν Πρωθυπουργὸν καὶ τὸν ὑπουργὸν τῶν Οἰκονομικῶν, πρὸς οὓς ἐξέθηκε τὰ αἰτήματα τοῦ συλλόγου, ζητοῦσα τὴν ταχεῖαν ἐπίλυσιν τοῦ ζητήματος πρὸς ὄφελος τοῦ ἐμπορίου τῆς περιφερείας.: [1280, 1575, 1542, 1616]
- paragraph: Ἐκ τῆς ἀγοραπωλησίας μετὰ τὰς τελευταίας ἐπιτροπὰς τοῦ προϋπολογισμοῦ τοῦ 1901 εὑρέθη ὅτι τὰ ἔσοδα θὰ εἶναι πολὺ ἀνώτερα ἀπὸ τὰ προσδοκώμενα. Αἱ αὐξήσεις αὗται προέρχονται κυρίως ἐκ τῶν τελωνείων καὶ τῶν μονοπωλίων, ὡς καὶ ἐκ τῶν φόρων καταναλώσεως καὶ τῶν τελῶν χαρτοσήμου.: [45, 1009, 273, 1081]
- paragraph: Ὑποβολὴ νομοσχεδίου. Τὴν σήμερον ἡ κυβέρνησις ὑποβάλλει εἰς τὴν Βουλὴν νομοσχέδιον, δι' οὗ κανονίζεται ἡ πληρωμὴ τῶν μισθῶν τῶν δημοδιδασκάλων ἀπὸ τοῦ Δημοσίου Ταμείου.: [527, 1324, 750, 1375]
- source-credit: (Ἐθν. Πρακτ.): [1481, 826, 1542, 837]
- story-body: [1018, 1819, 1186, 1977]
- column-rule: [520, 130, 521, 2206]
- section-heading: Τὸ συμπέρασμα: [828, 536, 927, 550]
- paragraph: Μικρὸν περίσσευμα. Ἀλλ' ὡς ἐκ τούτων τῶν συγκρίσεων ὁ προϋπολογισμὸς τοῦ 1902 παρουσιάζει περίσσευμα ἐκ 139,920 δραχμῶν, ὅπερ εἶναι μὲν μικρόν, ἀλλὰ δεικνύει τὴν προσπάθειαν τῆς κυβερνήσεως πρὸς ἰσοζύγισιν.: [765, 806, 991, 857]
- paragraph: Τὰ ἔξοδα. Ὅσον ἀφορᾷ τὰ ἔξοδα, ταῦτα ἐσημειοῦνται ἐν τῷ προϋπολογισμῷ τοῦ 1902 εἰς 115,029,455 δραχμάς, ἐξ ὧν τὸ ποσὸν 4,130,910 ἀφορᾷ εἰς τὴν ὑπηρεσίαν τοῦ δημοσίου χρέους. Τὰ ἔξοδα ταῦτα ἐμφανίζουν αὔξησιν ἔναντι τοῦ προηγουμένου ἔτους.: [288, 967, 513, 1029]
- paragraph: Ὁ φόρος τῶν ἀμπέλων ἐπεβλήθη συνεπείᾳ ἀποφάσεως τῆς Βουλῆς καὶ ἀποδίδει κατ' ἔτος περὶ τὰς 1,488,244 δρχ. Ἡ κυβέρνησις προτίθεται νὰ ἐλαττώσῃ τὸν φόρον τοῦτον, ἐφ' ὅσον ἐπιτρέψουσι τὰ οἰκονομικὰ τοῦ Κράτους.: [45, 1413, 273, 1465]
- paragraph: Ἡ ἀπόφασις τῆς ἐπιτροπῆς τοῦ Ἐμπορικοῦ Συλλόγου Πύργου — Ἡ συνδιάσκεψις εἰς τὴν Βουλήν. Ὡς προανηγγείλαμεν, ἀφίκετο ἐνταῦθα ἐπιτροπὴ τοῦ Ἐμπορικοῦ Συλλόγου Πύργου, ἀποτελουμένη ἐκ τῶν κ. κ. Σιμοπούλου καὶ λοιπῶν, ἵνα ὑποβάλῃ τὰς ἀπόψεις αὐτῆς περὶ τῆς ἑνώσεως τῶν σιδηροδρόμων.: [1280, 1132, 1542, 1194]
- bequest-row: [1040, 1509, 1267, 1524]
- story-heading: Ἡ ΠΑΝΩΛΗΣ: [1080, 1028, 1204, 1049]
- paragraph: Ἡ ἀπόφασις τῆς ἐπιτροπῆς τοῦ Ἐμπορικοῦ Συλλόγου Πύργου — Ἡ συνδιάσκεψις εἰς τὴν Βουλήν. Ὡς προανηγγείλαμεν, ἀφίκετο ἐνταῦθα ἐπιτροπὴ τοῦ Ἐμπορικοῦ Συλλόγου Πύργου, ἀποτελουμένη ἐκ τῶν κ. κ. Σιμοπούλου καὶ λοιπῶν, ἵνα ὑποβάλῃ τὰς ἀπόψεις αὐτῆς περὶ τῆς ἑνώσεως τῶν σιδηροδρόμων.: [1280, 1345, 1542, 1408]
- paragraph: Ἡ εἰσπραχθεῖσα ποσότης ἐκ τῶν δημοτικῶν φόρων δὲν ἀντιστοιχεῖ πρὸς τὰς προβλέψεις, διότι ἡ εἴσπραξις τῶν καθυστερουμένων ἐγένετο βραδέως. Κατὰ τὸ 1901 μὲ ὅλον τοῦτο φαίνεται ὅτι ἡ εἴσπραξις τοῦ φόρου τούτου θὰ ὑπερβῇ τὰς 2,960,000 δρχ., ἐνῷ τὸ πραγματικὸν ποσὸν τοῦ ὅλου φόρου ἀνέρχεται εἰς 3,256,000.: [288, 1758, 513, 1830]
- bequest-name: Τῷ κ. Λουκᾷ Ρωσσάλῳ: [1040, 1510, 1144, 1521]
- paragraph: Ἡ μεταφορὰ τοῦ χρέους γενήσεται διὰ τῆς Ὀθωμανικῆς Τραπέζης κατὰ τὸ 1903.: [1280, 981, 1542, 1001]
- paragraph: Αἱ δαπάναι τοῦ Ὑπουργείου τῶν Ναυτικῶν ηὐξήθησαν κατὰ 8,637,480 δρ., ἐξ ὧν μέγα μέρος ἀφορᾷ εἰς τὴν ἐπισκευὴν τῶν πλοίων καὶ εἰς τὴν προμήθειαν πολεμεφοδίων διὰ τὸν στόλον.: [527, 173, 750, 215]
- paragraph: Ἡ ΡΩΜΗ. Τὸ ὑπουργεῖον τῶν Ναυτικῶν ἐξέδωκεν ὅτι ἡ διευκρίνησις κατέστη ἀναγκαία ἕνεκα τῆς ἀναπτύξεως τοῦ ναυτικοῦ τῶν λοιπῶν δυνάμεων καὶ ὅτι ἀποφασίσθη ἡ ναυπήγησις νέων θωρηκτῶν καὶ ἀντιτορπιλλικῶν διὰ τὸν στόλον τῆς Μεσογείου.: [1018, 771, 1265, 823]
- section-heading: Ὁ φόρος τῶν ἀμπέλων: [88, 1344, 230, 1358]
- paragraph: Ὁ κ. ΡΟΔΟΠΟΥΛΟΣ ὑποστηρίζει ὅτι ἡ αὔξησις τῶν δαπανῶν εἶναι δικαιολογημένη. Ὁ κ. ΑΥΜΠΡΙΤΗΣ ζητεῖ τὸν λόγον ἐπὶ τῆς διατάξεως. Ὁ κ. ΚΟΥΜΟΥΝΔΟΥΡΟΣ συνιστᾷ νὰ ἀναβληθῇ ἡ συζήτησις.: [1004, 291, 1230, 342]
- section-heading: Δικαστικὸν ἐπεισόδιον: [804, 1191, 952, 1205]
- heading-line: ΟΙ ΝΑΥΤΙΚΟΙ ΕΞΟΠΛΙΣΜΟΙ: [1028, 702, 1256, 721]
- column-3: [527, 130, 750, 2206]
- bequest-rows: [1040, 1394, 1267, 1538]
- paragraph: Ἡ εἰσήγησις ἠνάγκασε τοὺς βουλευτὰς νὰ συζητήσωσιν ἐκτενῶς. Ὁ κ. ΤΡΙΑΝΤΑΦΥΛΛΑΚΟΣ λέγει ὅτι ἡ συζήτησις πρέπει νὰ διεξαχθῇ ἐν πλήρει γνώσει τῶν ἀριθμῶν. Ὁ κ. ΚΟΥΜΟΥΝΔΟΥΡΟΣ λέγει ὅτι τὸν ἐνδιαφέρει ἡ ταχεῖα ψήφισις τοῦ προϋπολογισμοῦ.: [1244, 173, 1540, 215]
- column-rule: [758, 130, 759, 2206]
- paragraph: Μία ἐνδιαφέρουσα σύγκρισις. Ἐν συγκρίσει πρὸς τὰ ἔξοδα τοῦ προϋπολογισμοῦ τοῦ 1901 παρατηρεῖται αὔξησις τῶν δαπανῶν τῶν Ὑπουργείων τῶν Στρατιωτικῶν καὶ τῶν Ναυτικῶν, ὡς καὶ τοῦ Ὑπουργείου τῶν Ἐσωτερικῶν διὰ τὰ δημόσια ἔργα καὶ τὴν ὁδοποιΐαν.: [288, 1375, 513, 1437]
- bequest-name: Τῷ κ. Γρηγορίῳ Καρπάτῃ: [1040, 1525, 1154, 1536]
- column-4: [765, 130, 991, 2206]
- bequest-amount: 200,000: [1230, 1438, 1267, 1449]
- paragraph: Αἱ δαπάναι τοῦ Ὑπουργείου τῶν Ναυτικῶν ηὐξήθησαν κατὰ 8,637,480 δρ., ἐξ ὧν μέγα μέρος ἀφορᾷ εἰς τὴν ἐπισκευὴν τῶν πλοίων καὶ εἰς τὴν προμήθειαν πολεμεφοδίων διὰ τὸν στόλον.: [527, 130, 750, 172]
- paragraph: Αὔξησις δαπανῶν ἄμεσος. Ἡ περὶ τὴν δαπάνην τῆς Δημοσίας Ἀσφαλείας ἐπελθοῦσα αὔξησις ὀφείλεται εἰς τὴν σύστασιν νέων σταθμῶν χωροφυλακῆς ἐν ταῖς ἐπαρχίαις καὶ εἰς τὴν αὔξησιν τῶν μισθῶν τῶν κατωτέρων ὑπαλλήλων.: [527, 713, 750, 765]
- bequest-amount: 200,000: [1230, 1482, 1267, 1493]
- paragraph: Αἱ δαπάναι τοῦ Ὑπουργείου τῶν Ναυτικῶν ηὐξήθησαν κατὰ 8,637,480 δρ., ἐξ ὧν μέγα μέρος ἀφορᾷ εἰς τὴν ἐπισκευὴν τῶν πλοίων καὶ εἰς τὴν προμήθειαν πολεμεφοδίων διὰ τὸν στόλον.: [527, 766, 750, 808]
- bequest-amount: 200,000: [1230, 1424, 1267, 1435]
- story-heading: [1280, 1036, 1542, 1106]
- paragraph: Ἡ Δημοτικὴ Ἐκπαίδευσις. Προσκείμενον, κύριοι, περὶ τῆς Δημοτικῆς Ἐκπαιδεύσεως, δὲν δύναμαι νὰ μὴ ἐπιστήσω τὴν προσοχὴν ὑμῶν ἐπὶ τῆς ἐλλείψεως διδασκαλείων καὶ ἐπὶ τῆς ἀνάγκης ὅπως τὸ Κράτος ἐπέλθῃ ἀρωγὸν εἰς τοὺς δήμους.: [527, 837, 750, 889]
- paragraph: Ἡ ἀπόφασις τῆς ἐπιτροπῆς τοῦ Ἐμπορικοῦ Συλλόγου Πύργου — Ἡ συνδιάσκεψις εἰς τὴν Βουλήν. Ὡς προανηγγείλαμεν, ἀφίκετο ἐνταῦθα ἐπιτροπὴ τοῦ Ἐμπορικοῦ Συλλόγου Πύργου, ἀποτελουμένη ἐκ τῶν κ. κ. Σιμοπούλου καὶ λοιπῶν, ἵνα ὑποβάλῃ τὰς ἀπόψεις αὐτῆς περὶ τῆς ἑνώσεως τῶν σιδηροδρόμων.: [1280, 1510, 1542, 1573]
- bequest-row: [1040, 1481, 1267, 1496]
- divider: [1048, 1018, 1236, 1019]
- paragraph: Τὰ ἔξοδα. Ὅσον ἀφορᾷ τὰ ἔξοδα, ταῦτα ἐσημειοῦνται ἐν τῷ προϋπολογισμῷ τοῦ 1902 εἰς 115,029,455 δραχμάς, ἐξ ὧν τὸ ποσὸν 4,130,910 ἀφορᾷ εἰς τὴν ὑπηρεσίαν τοῦ δημοσίου χρέους. Τὰ ἔξοδα ταῦτα ἐμφανίζουν αὔξησιν ἔναντι τοῦ προηγουμένου ἔτους.: [527, 323, 750, 386]
- total-amount: 1,825,000: [1220, 1937, 1270, 1948]
- paragraph: Ὁ κ. ΣΤΑΗΣ ζητεῖ νὰ καταστῇ γνωστὴ ἡ ἀπόφασις τῆς κυβερνήσεως. Ὁ κ. ΔΙΑΠΙΓΙΑΝΝΗΣ ζητεῖ πληροφορίας περὶ τῆς ἐκτελέσεως τῶν ὑδραυλικῶν ἔργων εἰς τὴν Θεσσαλίαν καὶ περὶ τῆς ἀναγκαστικῆς ἐκτελέσεως τῶν ἀποφάσεων.: [765, 875, 991, 926]
- paragraph: Εἰς τὸν ἀριθμὸν τοῦτον ἀναγράφεται καὶ τὸ ποσὸν τῶν 2,651,351 δρ. προερχόμενον ἐκ τῶν καθυστερημένων φόρων, οἵτινες θὰ εἰσπραχθῶσιν κατὰ τὸ ἐρχόμενον ἔτος. Ἐπίσης ἡ κυβέρνησις προτίθεται νὰ ὑποβάλῃ νομοσχέδιον διὰ τὴν ρύθμισιν τῶν παλαιῶν χρεῶν.: [288, 760, 513, 822]
- bequest-name: Τῷ κ. Χριστοφόρῳ Βαλλιάνῳ: [1040, 1467, 1173, 1478]
- source-credit: (Ἐθν. Πρακτ.): [1204, 824, 1265, 835]
- paragraph: Τὸ περίσσευμα δὲ τοῦτο θέλει καλυφθῆ καὶ διὰ τῶν πιστώσεων ὡς θέλομεν ζητήσει παρὰ τῆς Βουλῆς. Εἶναι ἀληθὲς ὅτι ὡς προελέγομεν, προβλέπομεν ὅτι ὁ προϋπολογισμὸς τῶν ἐσόδων θὰ εἶναι πραγματικώτερος καὶ ἐκ τοῦ τελωνιακοῦ δασμοῦ.: [765, 130, 991, 193]
- paragraph: Μικρὸν περίσσευμα. Ἀλλ' ὡς ἐκ τούτων τῶν συγκρίσεων ὁ προϋπολογισμὸς τοῦ 1902 παρουσιάζει περίσσευμα ἐκ 139,920 δραχμῶν, ὅπερ εἶναι μὲν μικρόν, ἀλλὰ δεικνύει τὴν προσπάθειαν τῆς κυβερνήσεως πρὸς ἰσοζύγισιν.: [527, 1500, 750, 1551]
- bequest-amount: 200,000: [1230, 1453, 1267, 1464]
- story-heading: [1018, 702, 1265, 748]
- paragraph: Τὰ ἔξοδα. Ὅσον ἀφορᾷ τὰ ἔξοδα, ταῦτα ἐσημειοῦνται ἐν τῷ προϋπολογισμῷ τοῦ 1902 εἰς 115,029,455 δραχμάς, ἐξ ὧν τὸ ποσὸν 4,130,910 ἀφορᾷ εἰς τὴν ὑπηρεσίαν τοῦ δημοσίου χρέους. Τὰ ἔξοδα ταῦτα ἐμφανίζουν αὔξησιν ἔναντι τοῦ προηγουμένου ἔτους.: [288, 1094, 513, 1157]
- paragraph: Μία ἐνδιαφέρουσα σύγκρισις. Ἐν συγκρίσει πρὸς τὰ ἔξοδα τοῦ προϋπολογισμοῦ τοῦ 1901 παρατηρεῖται αὔξησις τῶν δαπανῶν τῶν Ὑπουργείων τῶν Στρατιωτικῶν καὶ τῶν Ναυτικῶν, ὡς καὶ τοῦ Ὑπουργείου τῶν Ἐσωτερικῶν διὰ τὰ δημόσια ἔργα καὶ τὴν ὁδοποιΐαν.: [288, 1439, 513, 1502]
- paragraph: Ἐκ τῆς ἀγοραπωλησίας μετὰ τὰς τελευταίας ἐπιτροπὰς τοῦ προϋπολογισμοῦ τοῦ 1901 εὑρέθη ὅτι τὰ ἔσοδα θὰ εἶναι πολὺ ἀνώτερα ἀπὸ τὰ προσδοκώμενα. Αἱ αὐξήσεις αὗται προέρχονται κυρίως ἐκ τῶν τελωνείων καὶ τῶν μονοπωλίων, ὡς καὶ ἐκ τῶν φόρων καταναλώσεως καὶ τῶν τελῶν χαρτοσήμου.: [45, 436, 273, 508]
- paragraph: Ἡ ἐπιτροπὴ ἐπεσκέφθη τὸν Πρωθυπουργὸν καὶ τὸν ὑπουργὸν τῶν Οἰκονομικῶν, πρὸς οὓς ἐξέθηκε τὰ αἰτήματα τοῦ συλλόγου, ζητοῦσα τὴν ταχεῖαν ἐπίλυσιν τοῦ ζητήματος πρὸς ὄφελος τοῦ ἐμπορίου τῆς περιφερείας.: [1280, 1468, 1542, 1509]
- heading-line: ΤΗΣ ΑΥΣΤΡΙΑΣ: [1340, 730, 1483, 747]
- heading-line: ΕΝ ΠΥΡΓΩ: [1359, 1090, 1463, 1106]
- paragraph: Ὁ κ. ΝΕΓΡΗΣ ἀναγνώσας εἶτα ἐκ τοῦ βήματος κάμνει μακρὰν εἰσήγησιν ἐπὶ τοῦ Προϋπολογισμοῦ.: [45, 204, 273, 225]
- heading-line: ΒΑΛΛΙΑΝΟΥ: [1025, 1135, 1259, 1169]
- bequest-row: [1040, 1437, 1267, 1452]
- paragraph: Ἡ Δημοτικὴ Ἐκπαίδευσις. Προσκείμενον, κύριοι, περὶ τῆς Δημοτικῆς Ἐκπαιδεύσεως, δὲν δύναμαι νὰ μὴ ἐπιστήσω τὴν προσοχὴν ὑμῶν ἐπὶ τῆς ἐλλείψεως διδασκαλείων καὶ ἐπὶ τῆς ἀνάγκης ὅπως τὸ Κράτος ἐπέλθῃ ἀρωγὸν εἰς τοὺς δήμους.: [527, 1270, 750, 1322]
- paragraph: Ὁ διάδοχος τῆς Αὐστρίας ἀφίχθη εἰς Πετρούπολιν ὅπου ἐγένετο δεκτὸς ὑπὸ τοῦ Αὐτοκράτορος μετὰ πάσης ἐπισημότητος. Ἡ ἐπίσκεψις αὕτη θεωρεῖται ὡς σημεῖον στενωτέρων σχέσεων μεταξὺ τῶν δύο αὐτοκρατοριῶν.: [1280, 783, 1542, 824]
- paragraph: Αἱ δαπάναι τοῦ Ὑπουργείου τῶν Ναυτικῶν ηὐξήθησαν κατὰ 8,637,480 δρ., ἐξ ὧν μέγα μέρος ἀφορᾷ εἰς τὴν ἐπισκευὴν τῶν πλοίων καὶ εἰς τὴν προμήθειαν πολεμεφοδίων διὰ τὸν στόλον.: [527, 387, 750, 428]
- section-heading: Κύριοι βουλευταί,: [45, 245, 139, 256]
- paragraph: Ὁ κ. ΑΛΕΞΑΚΗΣ λέγει ὅτι τὸ ζήτημα εἶναι σοβαρὸν καὶ ἀπαιτεῖ ἐπιμελῆ μελέτην ἐκ μέρους τῆς ἁρμοδίου ἐπιτροπῆς.: [765, 1206, 991, 1238]
- paragraph: Τὸ περίσσευμα δὲ τοῦτο θέλει καλυφθῆ καὶ διὰ τῶν πιστώσεων ὡς θέλομεν ζητήσει παρὰ τῆς Βουλῆς. Εἶναι ἀληθὲς ὅτι ὡς προελέγομεν, προβλέπομεν ὅτι ὁ προϋπολογισμὸς τῶν ἐσόδων θὰ εἶναι πραγματικώτερος καὶ ἐκ τοῦ τελωνιακοῦ δασμοῦ.: [765, 310, 991, 373]
- paragraph: Τὸ συμπέρασμα. Ἀλλ' ὑπάρχει ἔλλειψις πρὸς τὴν ἐξόφλησιν τῶν χρεῶν κατὰ τὸ 1903, ὅπως παρατηρεῖται διότι ὁ Προϋπολογισμὸς διακανονίζει τὰ ἔσοδα τοῦ Δημοσίου Χρέους. Λέγω καὶ ἐξηγῶ ὅτι αἱ ἀπαιτήσεις τοῦ Κράτους ἐκ τῶν τελωνείων θὰ αὐξηθῶσιν.: [765, 741, 991, 804]
- bequest-row: [1040, 1422, 1267, 1437]
- paragraph: Ἡ ἀπόφασις τῆς ἐπιτροπῆς τοῦ Ἐμπορικοῦ Συλλόγου Πύργου — Ἡ συνδιάσκεψις εἰς τὴν Βουλήν. Ὡς προανηγγείλαμεν, ἀφίκετο ἐνταῦθα ἐπιτροπὴ τοῦ Ἐμπορικοῦ Συλλόγου Πύργου, ἀποτελουμένη ἐκ τῶν κ. κ. Σιμοπούλου καὶ λοιπῶν, ἵνα ὑποβάλῃ τὰς ἀπόψεις αὐτῆς περὶ τῆς ἑνώσεως τῶν σιδηροδρόμων.: [1280, 1239, 1542, 1301]
- paragraph: Ἡ Δημοτικὴ Ἐκπαίδευσις. Προσκείμενον, κύριοι, περὶ τῆς Δημοτικῆς Ἐκπαιδεύσεως, δὲν δύναμαι νὰ μὴ ἐπιστήσω τὴν προσοχὴν ὑμῶν ἐπὶ τῆς ἐλλείψεως διδασκαλείων καὶ ἐπὶ τῆς ἀνάγκης ὅπως τὸ Κράτος ἐπέλθῃ ἀρωγὸν εἰς τοὺς δήμους.: [527, 1093, 750, 1146]
- paragraph: Ἡ ἐπιτροπὴ ἐπεσκέφθη τὸν Πρωθυπουργὸν καὶ τὸν ὑπουργὸν τῶν Οἰκονομικῶν, πρὸς οὓς ἐξέθηκε τὰ αἰτήματα τοῦ συλλόγου, ζητοῦσα τὴν ταχεῖαν ἐπίλυσιν τοῦ ζητήματος πρὸς ὄφελος τοῦ ἐμπορίου τῆς περιφερείας.: [1280, 1302, 1542, 1343]
- column-5-top: [1004, 130, 1230, 625]
- paragraph: Ἐπίσης ἐκ τῆς ἀπογραφῆς μετὰ τὴν ἐφαρμογὴν τῶν νέων νόμων προβλέπεται αὔξησις τῶν ἐσόδων κατὰ 2,300,000 δρχ. Ὁ προϋπολογισμὸς τοῦ 1901 ἐψηφίσθη μὲ ἔσοδα 112,650,000, ὁ δὲ τοῦ 1900 εἶχε 109,233,000 δραχμάς.: [45, 1167, 273, 1219]
- paragraph: Τὸ ζήτημα τῶν παλαιῶν χρεῶν. Τέλος ἐξ ἐσόδων ἐξ ἀνακεφαλαιώσεως χρεῶν ἀνεγράφη ποσὸν 400,000 ἀντὶ τῶν 1,300,000 τοῦ προηγουμένου προϋπολογισμοῦ. Ἐπειδὴ ὅμως ἡ εἴσπραξις αὕτη ἐβράδυνεν, ἡ κυβέρνησις ἐθεώρησεν εὔλογον νὰ περιορίσῃ τὸ ποσόν.: [288, 633, 513, 695]
- paragraph: Αἱ δαπάναι τοῦ Ὑπουργείου τῶν Ναυτικῶν ηὐξήθησαν κατὰ 8,637,480 δρ., ἐξ ὧν μέγα μέρος ἀφορᾷ εἰς τὴν ἐπισκευὴν τῶν πλοίων καὶ εἰς τὴν προμήθειαν πολεμεφοδίων διὰ τὸν στόλον.: [527, 280, 750, 321]
- paragraph: Εἰς τὸν ἀριθμὸν τοῦτον ἀναγράφεται καὶ τὸ ποσὸν τῶν 2,651,351 δρ. προερχόμενον ἐκ τῶν καθυστερημένων φόρων, οἵτινες θὰ εἰσπραχθῶσιν κατὰ τὸ ἐρχόμενον ἔτος. Ἐπίσης ἡ κυβέρνησις προτίθεται νὰ ὑποβάλῃ νομοσχέδιον διὰ τὴν ρύθμισιν τῶν παλαιῶν χρεῶν.: [288, 204, 513, 266]
- bequest-amount: 400,000: [1230, 1396, 1267, 1406]
- paragraph: Ἐκ τούτων ἡ ὑπόθεσις τοῦ Παπᾶ τῶν Πατησίων ἐξετάζεται ὑπὸ τῆς Ἱερᾶς Συνόδου, ἥτις ἀπεφάσισε νὰ καλέσῃ τὸν ἱερέα εἰς ἀπολογίαν. Ἡ ὑπόθεσις ἐδημιούργησε μεγάλην συγκίνησιν εἰς τοὺς ἐνορίτας.: [1018, 2111, 1265, 2153]
- paragraph: Ὁ κ. ΤΟΠΑΛΗΣ ἀπαντᾷ ὅτι ἔχει ἐγγράφως τὰς ἀπαντήσεις τῆς εἰσηγήσεως. Ὁ κ. ΑΛΕΞΑΚΗΣ ἐπιμένων λέγει ὅτι ἀνάγκη πᾶσα νὰ ληφθῶσιν ὑπ' ὄψιν αἱ παρατηρήσεις τῶν βουλευτῶν τῆς ἀντιπολιτεύσεως.: [1004, 130, 1230, 182]
- masthead-bar: [40, 94, 1542, 120]
- section-heading: Ἡ ἀναγκαστικὴ ἐκτέλεσις: [794, 929, 962, 943]
- section-heading: Ἡ εἰσήγησις τοῦ Προϋπολογισμοῦ: [51, 227, 267, 241]
- paragraph: Ἐπίσης ἐκ τῆς ἀπογραφῆς μετὰ τὴν ἐφαρμογὴν τῶν νέων νόμων προβλέπεται αὔξησις τῶν ἐσόδων κατὰ 2,300,000 δρχ. Ὁ προϋπολογισμὸς τοῦ 1901 ἐψηφίσθη μὲ ἔσοδα 112,650,000, ὁ δὲ τοῦ 1900 εἶχε 109,233,000 δραχμάς.: [45, 722, 273, 773]
- section-heading: Ἡ Δημοτικὴ Ἐκπαίδευσις καὶ τὰ χρέη τοῦ δήμου χορηγῶν: [535, 811, 742, 836]
- paragraph: Ὁ προϋπολογισμὸς τῶν ἐσόδων παρουσιάζει 117,169,376 δρ. ἐξ ὧν 2,000,000 προέρχονται ἐκ τῆς ἀναγκαστικῆς κυκλοφορίας. Τὰ δὲ ἔσοδα ταῦτα μέχρι τοῦδε δὲν εἶχον ἐγγραφῆ εἰς τὸν προϋπολογισμὸν τοῦ Κράτους, ἀλλ' ἀνεγράφοντο εἰς τοὺς χρηματικοὺς λογαριασμούς. Ἐπειδὴ ὅμως ἐπίκειται ἡ ἐπαναφορὰ αὐτῶν, ἡ ἀνάγκη ἀπαιτεῖ ὅπως ἐγγραφῶσιν εἰς τὸν προϋπολογισμόν.: [45, 329, 273, 412]
- paragraph: Ὁ προϋπολογισμὸς τῶν ἐσόδων παρουσιάζει 117,169,376 δρ. ἐξ ὧν 2,000,000 προέρχονται ἐκ τῆς ἀναγκαστικῆς κυκλοφορίας. Τὰ δὲ ἔσοδα ταῦτα μέχρι τοῦδε δὲν εἶχον ἐγγραφῆ εἰς τὸν προϋπολογισμὸν τοῦ Κράτους, ἀλλ' ἀνεγράφοντο εἰς τοὺς χρηματικοὺς λογαριασμούς. Ἐπειδὴ ὅμως ἐπίκειται ἡ ἐπαναφορὰ αὐτῶν, ἡ ἀνάγκη ἀπαιτεῖ ὅπως ἐγγραφῶσιν εἰς τὸν προϋπολογισμόν.: [45, 638, 273, 720]
- paragraph: Τὸ ζήτημα τῶν παλαιῶν χρεῶν. Τέλος ἐξ ἐσόδων ἐξ ἀνακεφαλαιώσεως χρεῶν ἀνεγράφη ποσὸν 400,000 ἀντὶ τῶν 1,300,000 τοῦ προηγουμένου προϋπολογισμοῦ. Ἐπειδὴ ὅμως ἡ εἴσπραξις αὕτη ἐβράδυνεν, ἡ κυβέρνησις ἐθεώρησεν εὔλογον νὰ περιορίσῃ τὸ ποσόν.: [288, 1630, 513, 1692]
- paragraph: Ἡ ἀπόφασις τῆς ἐπιτροπῆς τοῦ Ἐμπορικοῦ Συλλόγου Πύργου — Ἡ συνδιάσκεψις εἰς τὴν Βουλήν. Ὡς προανηγγείλαμεν, ἀφίκετο ἐνταῦθα ἐπιτροπὴ τοῦ Ἐμπορικοῦ Συλλόγου Πύργου, ἀποτελουμένη ἐκ τῶν κ. κ. Σιμοπούλου καὶ λοιπῶν, ἵνα ὑποβάλῃ τὰς ἀπόψεις αὐτῆς περὶ τῆς ἑνώσεως τῶν σιδηροδρόμων.: [1280, 1617, 1542, 1679]
- paragraph: Τὸ ζήτημα τῶν παλαιῶν χρεῶν. Τέλος ἐξ ἐσόδων ἐξ ἀνακεφαλαιώσεως χρεῶν ἀνεγράφη ποσὸν 400,000 ἀντὶ τῶν 1,300,000 τοῦ προηγουμένου προϋπολογισμοῦ. Ἐπειδὴ ὅμως ἡ εἴσπραξις αὕτη ἐβράδυνεν, ἡ κυβέρνησις ἐθεώρησεν εὔλογον νὰ περιορίσῃ τὸ ποσόν.: [288, 697, 513, 759]
